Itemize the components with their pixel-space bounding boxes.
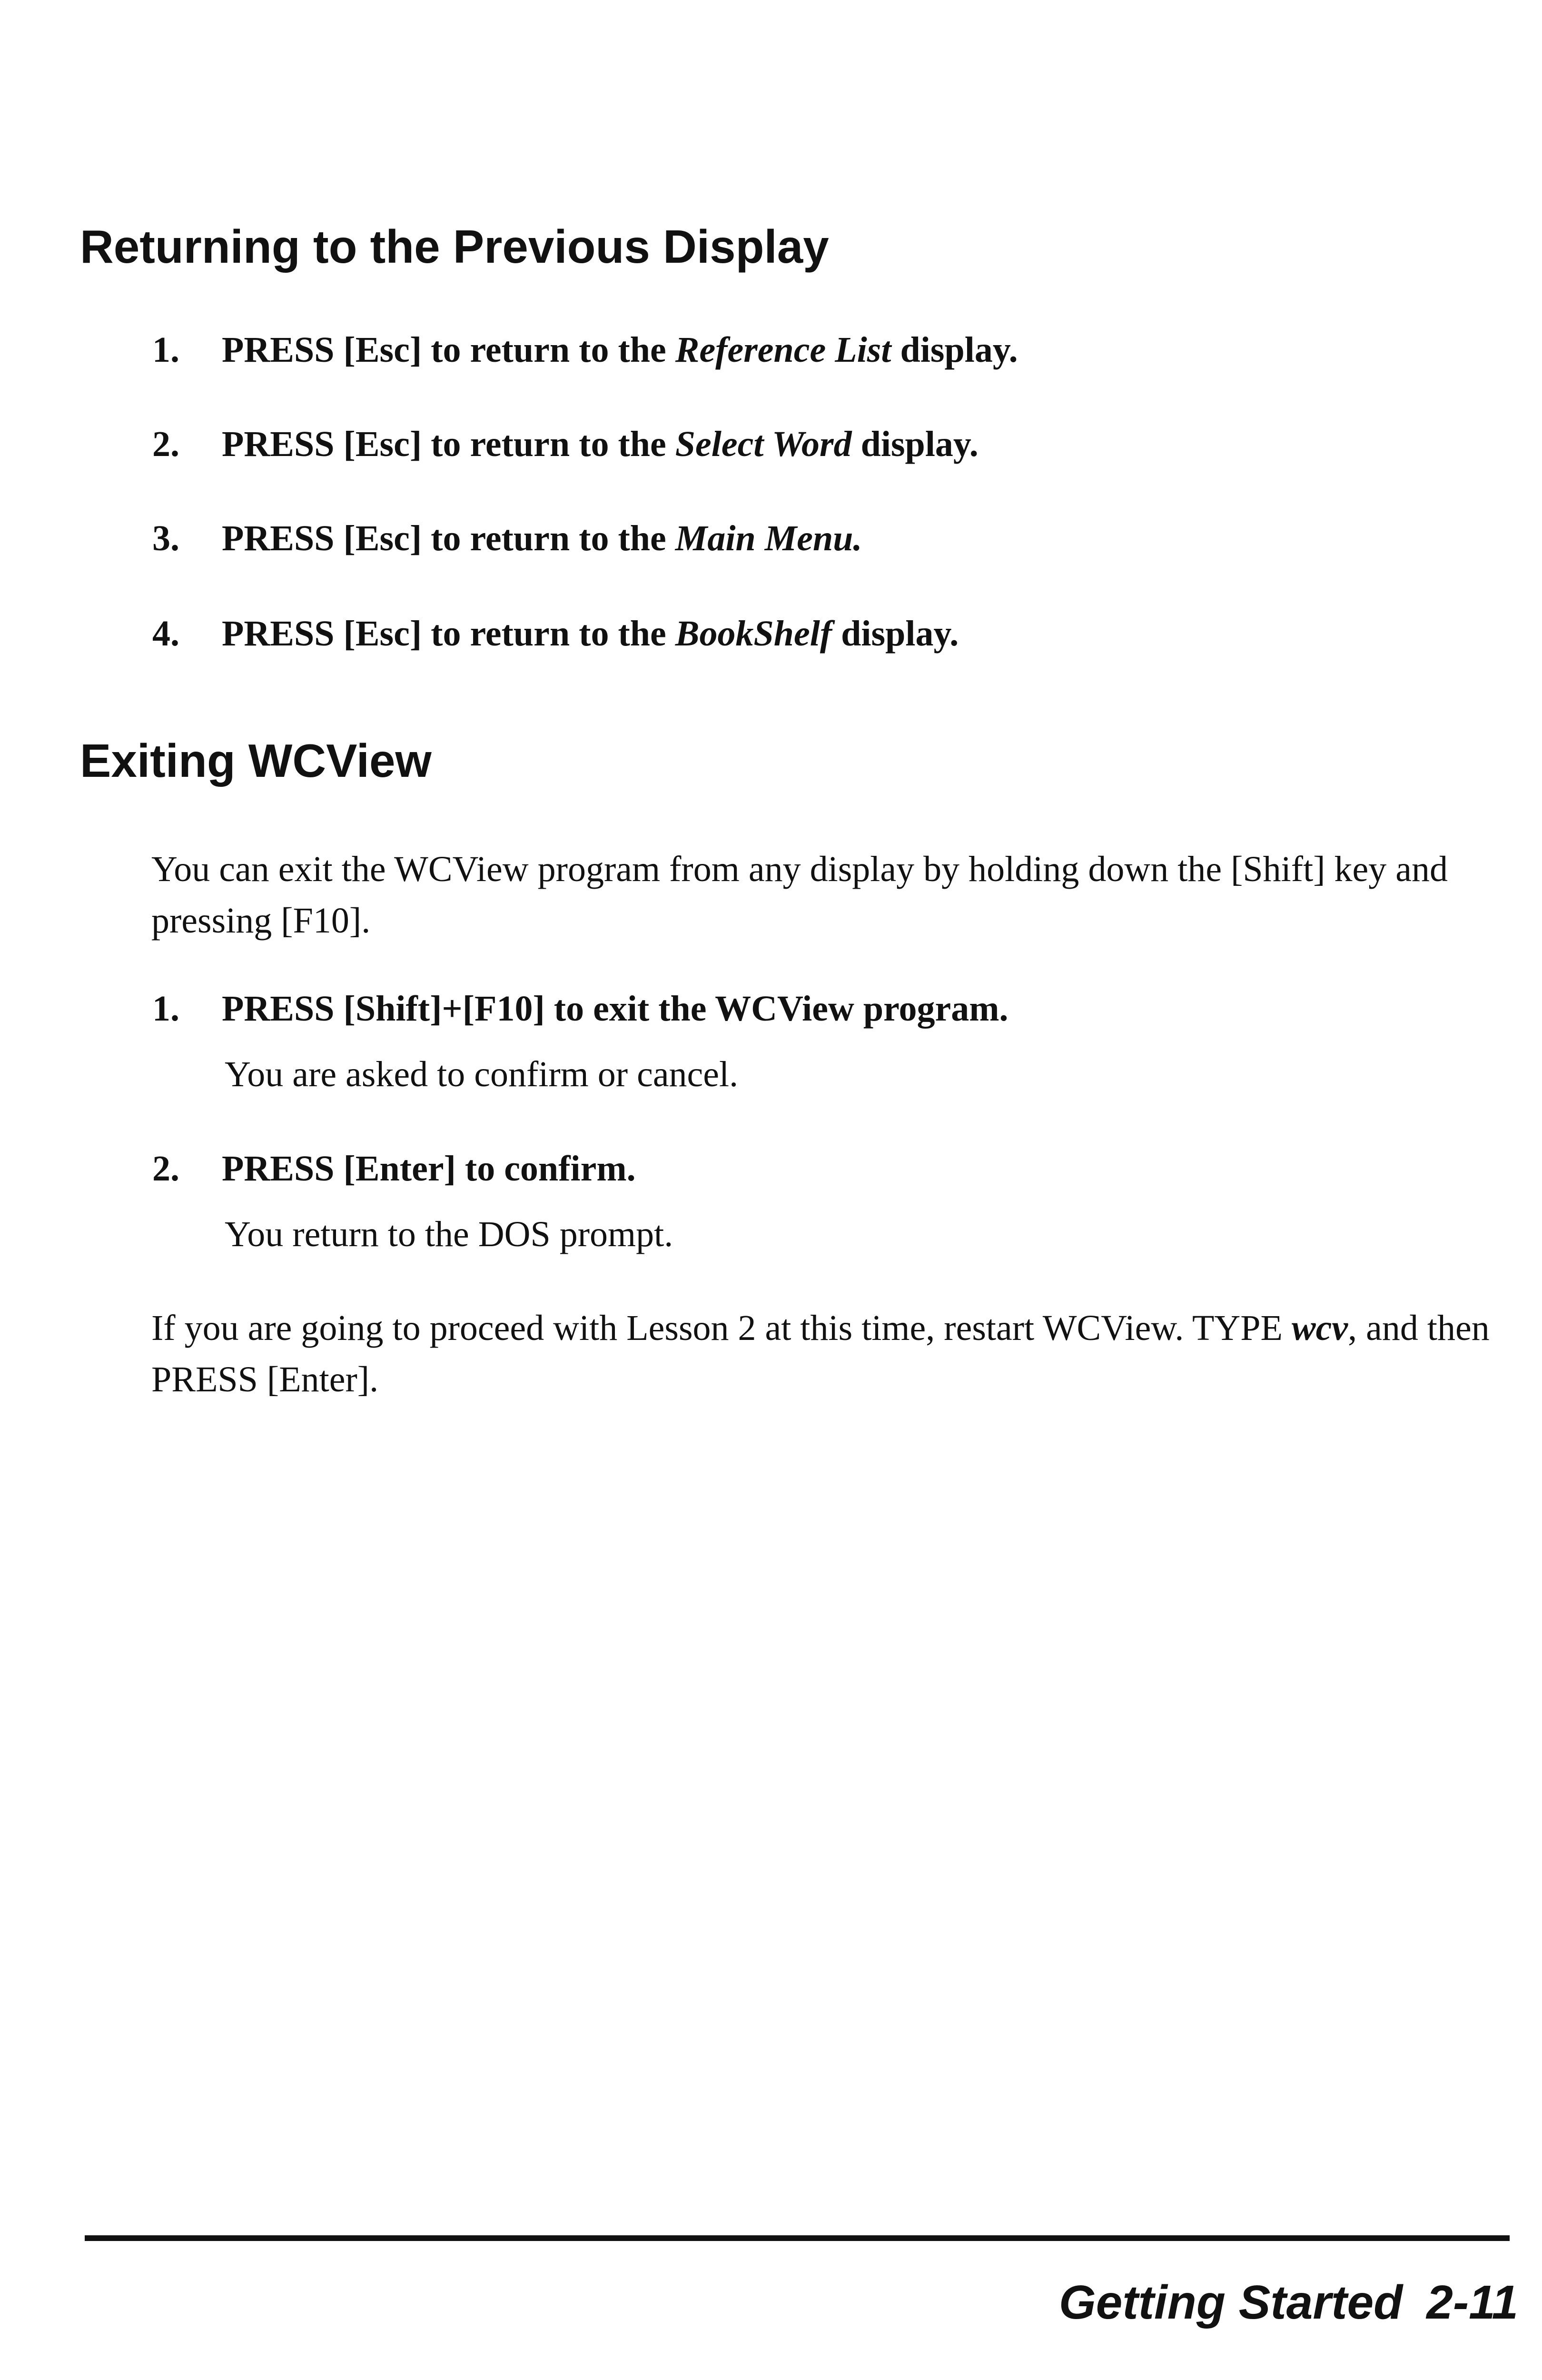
section-heading-returning: Returning to the Previous Display xyxy=(80,220,829,273)
step-emphasis: Main Menu. xyxy=(675,518,862,558)
step-text-end: display. xyxy=(851,424,979,464)
step-text-end: display. xyxy=(832,614,959,654)
page-footer xyxy=(1059,2275,1518,2330)
step-number: 1. xyxy=(152,989,179,1029)
step-item xyxy=(152,328,1018,372)
outro-paragraph xyxy=(151,1302,1522,1405)
outro-text: If you are going to proceed with Lesson 2 at this time, restart WCView. TYPE xyxy=(151,1308,1292,1348)
step-emphasis: Select Word xyxy=(675,424,852,464)
step-emphasis: Reference List xyxy=(675,330,891,370)
step-text: PRESS [Shift]+[F10] to exit the WCView program. xyxy=(222,989,1008,1029)
step-text: PRESS [Esc] to return to the xyxy=(222,518,675,558)
step-text: PRESS [Esc] to return to the xyxy=(222,330,675,370)
section-heading-exiting: Exiting WCView xyxy=(80,734,432,787)
step-item xyxy=(152,1147,636,1190)
step-text: PRESS [Esc] to return to the xyxy=(222,424,675,464)
step-text: PRESS [Enter] to confirm. xyxy=(222,1149,636,1189)
step-result-note: You are asked to confirm or cancel. xyxy=(225,1054,739,1094)
outro-text-end: , and then PRESS [Enter]. xyxy=(151,1308,1490,1399)
step-text-end: display. xyxy=(891,330,1018,370)
step-number: 2. xyxy=(152,1149,179,1189)
step-number: 4. xyxy=(152,614,179,654)
step-item xyxy=(152,987,1008,1031)
step-item xyxy=(152,612,959,655)
page-number: 2-11 xyxy=(1426,2276,1518,2329)
command-emphasis: wcv xyxy=(1291,1308,1348,1348)
step-item xyxy=(152,423,979,466)
footer-title: Getting Started xyxy=(1059,2276,1403,2329)
step-result-note: You return to the DOS prompt. xyxy=(225,1214,673,1254)
step-number: 1. xyxy=(152,330,179,370)
step-number: 3. xyxy=(152,518,179,558)
footer-rule xyxy=(85,2235,1510,2241)
intro-paragraph: You can exit the WCView program from any display by holding down the [Shift] key and pressing [F10]. xyxy=(151,849,1448,941)
step-emphasis: BookShelf xyxy=(675,614,832,654)
step-number: 2. xyxy=(152,424,179,464)
step-item xyxy=(152,517,862,560)
step-text: PRESS [Esc] to return to the xyxy=(222,614,675,654)
